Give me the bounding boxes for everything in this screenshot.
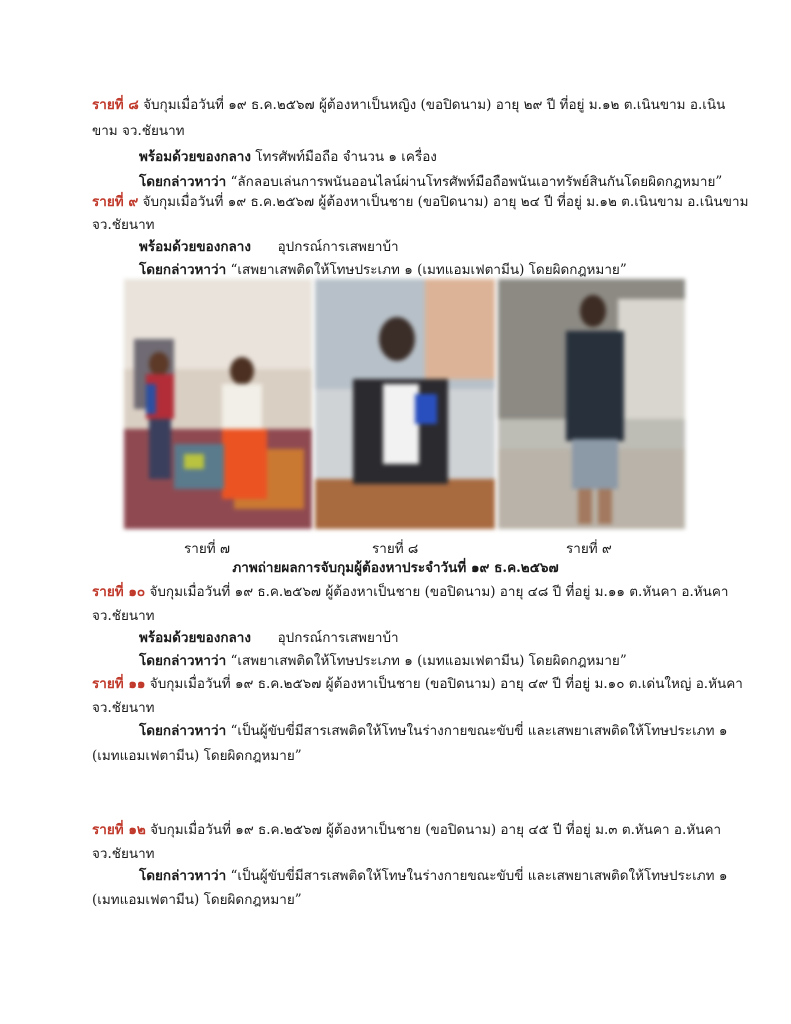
case11-label: รายที่ ๑๑ — [92, 676, 146, 692]
photo-section-caption: ภาพถ่ายผลการจับกุมผู้ต้องหาประจำวันที่ ๑๙ ธ.ค.๒๕๖๗ — [232, 560, 559, 576]
case12-line — [92, 820, 721, 840]
case11-charge: “เป็นผู้ขับขี่มีสารเสพติดให้โทษในร่างกายขณะขับขี่ และเสพยาเสพติดให้โทษประเภท ๑ — [230, 723, 728, 739]
case9-label: รายที่ ๙ — [92, 194, 139, 210]
photo-case8 — [315, 279, 495, 529]
case10-evidence-line — [139, 628, 399, 648]
case12-charge-line — [139, 866, 727, 886]
case8-charge-line — [139, 172, 722, 192]
case9-evidence-line — [139, 237, 399, 257]
case9-cont: จว.ชัยนาท — [92, 217, 155, 233]
photo-caption-case8: รายที่ ๘ — [372, 541, 419, 557]
case10-charge: “เสพยาเสพติดให้โทษประเภท ๑ (เมทแอมเฟตามีน) โดยผิดกฎหมาย” — [230, 653, 627, 669]
case8-label: รายที่ ๘ — [92, 97, 139, 113]
case10-text: จับกุมเมื่อวันที่ ๑๙ ธ.ค.๒๕๖๗ ผู้ต้องหาเป็นชาย (ขอปิดนาม) อายุ ๔๘ ปี ที่อยู่ ม.๑๑ ต.หันคา อ.หันคา — [149, 584, 729, 600]
case11-charge-label: โดยกล่าวหาว่า — [139, 723, 227, 739]
case11-cont: จว.ชัยนาท — [92, 700, 155, 716]
case8-charge: “ลักลอบเล่นการพนันออนไลน์ผ่านโทรศัพท์มือถือพนันเอาทรัพย์สินกันโดยผิดกฎหมาย” — [230, 174, 723, 190]
case10-evidence: อุปกรณ์การเสพยาบ้า — [277, 630, 399, 646]
case8-evidence-line — [139, 147, 437, 167]
case8-line — [92, 95, 725, 115]
case9-charge-line — [139, 260, 627, 280]
case8-text: จับกุมเมื่อวันที่ ๑๙ ธ.ค.๒๕๖๗ ผู้ต้องหาเป็นหญิง (ขอปิดนาม) อายุ ๒๙ ปี ที่อยู่ ม.๑๒ ต.เนินขาม อ.เนิน — [143, 97, 726, 113]
case12-charge-cont: (เมทแอมเฟตามีน) โดยผิดกฎหมาย” — [92, 892, 302, 908]
case8-evidence: โทรศัพท์มือถือ จำนวน ๑ เครื่อง — [255, 149, 437, 165]
case12-text: จับกุมเมื่อวันที่ ๑๙ ธ.ค.๒๕๖๗ ผู้ต้องหาเป็นชาย (ขอปิดนาม) อายุ ๔๕ ปี ที่อยู่ ม.๓ ต.หันคา อ.หันคา — [150, 822, 722, 838]
case10-evidence-label: พร้อมด้วยของกลาง — [139, 630, 251, 646]
photo-caption-case9: รายที่ ๙ — [566, 541, 612, 557]
case9-evidence-label: พร้อมด้วยของกลาง — [139, 239, 251, 255]
case11-charge-cont: (เมทแอมเฟตามีน) โดยผิดกฎหมาย” — [92, 748, 302, 764]
photo-case7 — [124, 279, 312, 529]
case9-charge-label: โดยกล่าวหาว่า — [139, 262, 227, 278]
case12-charge-label: โดยกล่าวหาว่า — [139, 868, 227, 884]
photo-case9 — [498, 279, 685, 529]
photo-caption-case7: รายที่ ๗ — [184, 541, 231, 557]
photo-case8-image — [315, 279, 495, 529]
case10-line — [92, 582, 729, 602]
case12-label: รายที่ ๑๒ — [92, 822, 146, 838]
case11-charge-line — [139, 721, 727, 741]
case9-charge: “เสพยาเสพติดให้โทษประเภท ๑ (เมทแอมเฟตามีน) โดยผิดกฎหมาย” — [230, 262, 627, 278]
case10-label: รายที่ ๑๐ — [92, 584, 146, 600]
photo-case9-image — [498, 279, 685, 529]
case8-charge-label: โดยกล่าวหาว่า — [139, 174, 227, 190]
case9-text: จับกุมเมื่อวันที่ ๑๙ ธ.ค.๒๕๖๗ ผู้ต้องหาเป็นชาย (ขอปิดนาม) อายุ ๒๔ ปี ที่อยู่ ม.๑๒ ต.เนินขาม อ.เนินขาม — [142, 194, 749, 210]
photo-case7-image — [124, 279, 312, 529]
case8-cont: ขาม จว.ชัยนาท — [92, 123, 185, 139]
case9-line — [92, 192, 748, 212]
case9-evidence: อุปกรณ์การเสพยาบ้า — [277, 239, 399, 255]
case11-line — [92, 674, 743, 694]
case8-evidence-label: พร้อมด้วยของกลาง — [139, 149, 251, 165]
case12-cont: จว.ชัยนาท — [92, 846, 155, 862]
case12-charge: “เป็นผู้ขับขี่มีสารเสพติดให้โทษในร่างกายขณะขับขี่ และเสพยาเสพติดให้โทษประเภท ๑ — [230, 868, 728, 884]
case10-charge-label: โดยกล่าวหาว่า — [139, 653, 227, 669]
case10-charge-line — [139, 651, 627, 671]
case10-cont: จว.ชัยนาท — [92, 608, 155, 624]
case11-text: จับกุมเมื่อวันที่ ๑๙ ธ.ค.๒๕๖๗ ผู้ต้องหาเป็นชาย (ขอปิดนาม) อายุ ๔๙ ปี ที่อยู่ ม.๑๐ ต.เด่นใหญ่ อ.หันคา — [149, 676, 743, 692]
